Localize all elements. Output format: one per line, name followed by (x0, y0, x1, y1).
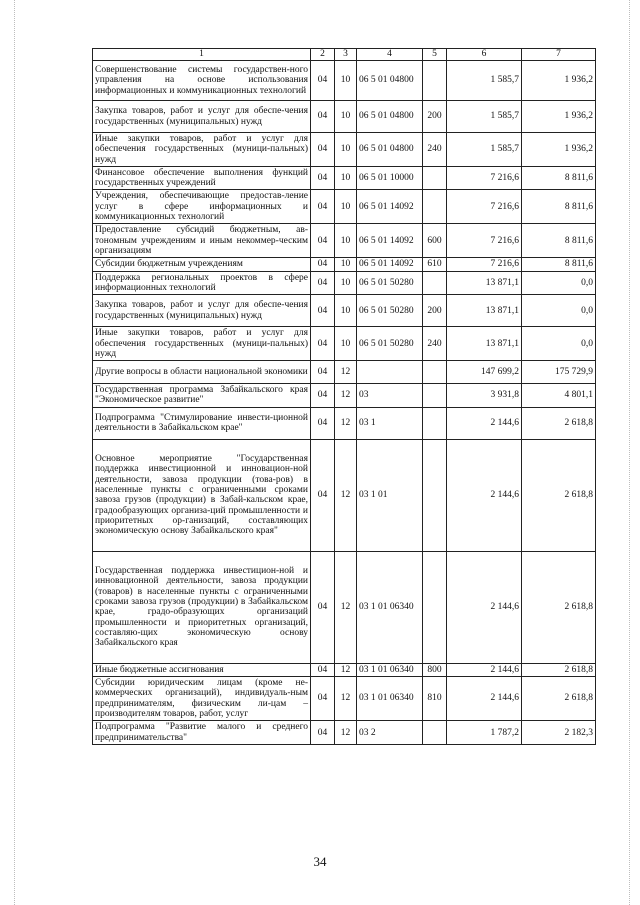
row-subsection: 10 (335, 133, 357, 167)
row-section: 04 (311, 224, 335, 258)
table-row (93, 327, 596, 361)
header-col-2: 2 (311, 49, 335, 61)
row-section: 04 (311, 551, 335, 663)
header-col-3: 3 (335, 49, 357, 61)
row-name: Поддержка региональных проектов в сфере информационных технологий (93, 271, 311, 295)
row-amount-col7: 2 182,3 (522, 721, 596, 745)
row-subsection: 12 (335, 551, 357, 663)
row-amount-col7: 2 618,8 (522, 663, 596, 676)
row-expense-type (423, 190, 447, 224)
row-name: Иные закупки товаров, работ и услуг для обеспечения государственных (муници-пальных) нужд (93, 327, 311, 361)
row-name: Субсидии юридическим лицам (кроме не-коммерческих организаций), индивидуаль-ным предпринимателям, физическим ли-цам – производителям товаров, работ, услуг (93, 677, 311, 721)
row-amount-col7: 0,0 (522, 271, 596, 295)
row-expense-type (423, 721, 447, 745)
row-amount-col6: 13 871,1 (447, 327, 522, 361)
row-target-article: 06 5 01 50280 (357, 327, 423, 361)
row-amount-col6: 147 699,2 (447, 361, 522, 384)
row-section: 04 (311, 327, 335, 361)
row-amount-col7: 4 801,1 (522, 384, 596, 408)
row-amount-col7: 1 936,2 (522, 133, 596, 167)
row-subsection: 12 (335, 677, 357, 721)
row-target-article: 06 5 01 04800 (357, 133, 423, 167)
row-section: 04 (311, 133, 335, 167)
table-row (93, 224, 596, 258)
row-amount-col7: 1 936,2 (522, 61, 596, 101)
row-amount-col6: 2 144,6 (447, 407, 522, 439)
row-subsection: 10 (335, 258, 357, 271)
row-expense-type (423, 61, 447, 101)
row-amount-col6: 7 216,6 (447, 224, 522, 258)
table-row (93, 190, 596, 224)
row-amount-col6: 7 216,6 (447, 166, 522, 190)
row-subsection: 12 (335, 407, 357, 439)
row-expense-type (423, 551, 447, 663)
row-section: 04 (311, 439, 335, 551)
row-name: Основное мероприятие "Государственная поддержка инвестиционной и инновацион-ной деятельности, завоза продукции (това-ров) в населенные пункты с ограниченными сроками завоза грузов (продукции) в Забай-кальском крае, градообразующих организа-ций промышленности и приоритетных ор-ганизаций, составляющих экономическую основу Забайкальского края" (93, 439, 311, 551)
table-row (93, 677, 596, 721)
table-row (93, 271, 596, 295)
row-section: 04 (311, 721, 335, 745)
row-name: Финансовое обеспечение выполнения функций государственных учреждений (93, 166, 311, 190)
table-row (93, 439, 596, 551)
table-row (93, 258, 596, 271)
table-row (93, 361, 596, 384)
table-row (93, 166, 596, 190)
row-name: Совершенствование системы государствен-ного управления на основе использования информационных и коммуникационных технологий (93, 61, 311, 101)
header-col-7: 7 (522, 49, 596, 61)
row-amount-col7: 1 936,2 (522, 101, 596, 133)
row-expense-type (423, 439, 447, 551)
header-col-5: 5 (423, 49, 447, 61)
header-col-4: 4 (357, 49, 423, 61)
row-expense-type (423, 166, 447, 190)
row-section: 04 (311, 258, 335, 271)
row-name: Предоставление субсидий бюджетным, ав-тономным учреждениям и иным некоммер-ческим организациям (93, 224, 311, 258)
row-amount-col6: 2 144,6 (447, 663, 522, 676)
row-section: 04 (311, 190, 335, 224)
row-amount-col7: 8 811,6 (522, 190, 596, 224)
row-amount-col6: 7 216,6 (447, 190, 522, 224)
row-amount-col7: 0,0 (522, 295, 596, 327)
row-subsection: 12 (335, 361, 357, 384)
row-subsection: 12 (335, 384, 357, 408)
row-amount-col6: 2 144,6 (447, 439, 522, 551)
row-name: Субсидии бюджетным учреждениям (93, 258, 311, 271)
row-name: Государственная программа Забайкальского края "Экономическое развитие" (93, 384, 311, 408)
table-row (93, 407, 596, 439)
table-row (93, 61, 596, 101)
row-subsection: 10 (335, 190, 357, 224)
row-section: 04 (311, 166, 335, 190)
row-amount-col7: 0,0 (522, 327, 596, 361)
page-number: 34 (313, 854, 327, 869)
row-target-article: 03 1 01 06340 (357, 551, 423, 663)
row-subsection: 10 (335, 271, 357, 295)
row-amount-col6: 1 585,7 (447, 101, 522, 133)
row-target-article: 03 1 01 06340 (357, 663, 423, 676)
row-target-article: 06 5 01 14092 (357, 224, 423, 258)
row-section: 04 (311, 663, 335, 676)
row-target-article: 03 (357, 384, 423, 408)
row-amount-col7: 8 811,6 (522, 258, 596, 271)
row-amount-col7: 8 811,6 (522, 224, 596, 258)
row-subsection: 12 (335, 663, 357, 676)
row-expense-type: 200 (423, 295, 447, 327)
row-section: 04 (311, 384, 335, 408)
row-target-article (357, 361, 423, 384)
row-amount-col6: 13 871,1 (447, 271, 522, 295)
row-expense-type: 240 (423, 327, 447, 361)
row-name: Подпрограмма "Стимулирование инвести-ционной деятельности в Забайкальском крае" (93, 407, 311, 439)
table-row (93, 551, 596, 663)
row-amount-col7: 2 618,8 (522, 407, 596, 439)
header-col-6: 6 (447, 49, 522, 61)
row-amount-col7: 175 729,9 (522, 361, 596, 384)
row-name: Закупка товаров, работ и услуг для обеспе-чения государственных (муниципальных) нужд (93, 295, 311, 327)
table-row (93, 133, 596, 167)
scan-margin-left (14, 0, 15, 905)
row-amount-col6: 1 585,7 (447, 133, 522, 167)
row-amount-col6: 3 931,8 (447, 384, 522, 408)
row-target-article: 06 5 01 14092 (357, 258, 423, 271)
row-target-article: 03 2 (357, 721, 423, 745)
row-subsection: 10 (335, 224, 357, 258)
row-target-article: 06 5 01 04800 (357, 101, 423, 133)
row-name: Подпрограмма "Развитие малого и среднего предпринимательства" (93, 721, 311, 745)
row-section: 04 (311, 677, 335, 721)
row-name: Иные бюджетные ассигнования (93, 663, 311, 676)
table-row (93, 384, 596, 408)
row-expense-type: 200 (423, 101, 447, 133)
row-target-article: 06 5 01 50280 (357, 295, 423, 327)
row-target-article: 06 5 01 50280 (357, 271, 423, 295)
row-target-article: 06 5 01 14092 (357, 190, 423, 224)
row-section: 04 (311, 295, 335, 327)
row-subsection: 10 (335, 61, 357, 101)
row-expense-type: 610 (423, 258, 447, 271)
row-expense-type: 240 (423, 133, 447, 167)
row-amount-col6: 1 787,2 (447, 721, 522, 745)
row-amount-col7: 8 811,6 (522, 166, 596, 190)
row-amount-col7: 2 618,8 (522, 551, 596, 663)
table-row (93, 721, 596, 745)
row-subsection: 12 (335, 439, 357, 551)
row-name: Иные закупки товаров, работ и услуг для обеспечения государственных (муници-пальных) нужд (93, 133, 311, 167)
row-amount-col6: 1 585,7 (447, 61, 522, 101)
row-amount-col7: 2 618,8 (522, 677, 596, 721)
row-subsection: 12 (335, 721, 357, 745)
row-section: 04 (311, 101, 335, 133)
row-name: Учреждения, обеспечивающие предостав-ление услуг в сфере информационных и коммуникационных технологий (93, 190, 311, 224)
row-expense-type: 810 (423, 677, 447, 721)
row-target-article: 06 5 01 04800 (357, 61, 423, 101)
row-name: Государственная поддержка инвестицион-ной и инновационной деятельности, завоза продукции (товаров) в населенные пункты с ограниченными сроками завоза грузов (продукции) в Забайкальском крае, градо-образующих организаций промышленности и приоритетных организаций, составляю-щих экономическую основу Забайкальского края (93, 551, 311, 663)
budget-table (92, 48, 596, 745)
row-section: 04 (311, 361, 335, 384)
row-subsection: 10 (335, 166, 357, 190)
scan-margin-right (629, 0, 630, 905)
row-expense-type (423, 384, 447, 408)
row-target-article: 03 1 (357, 407, 423, 439)
budget-table-body (93, 61, 596, 745)
row-amount-col7: 2 618,8 (522, 439, 596, 551)
row-section: 04 (311, 271, 335, 295)
row-subsection: 10 (335, 295, 357, 327)
row-name: Закупка товаров, работ и услуг для обеспе-чения государственных (муниципальных) нужд (93, 101, 311, 133)
row-section: 04 (311, 61, 335, 101)
table-row (93, 101, 596, 133)
row-subsection: 10 (335, 327, 357, 361)
header-col-1: 1 (93, 49, 311, 61)
row-target-article: 03 1 01 06340 (357, 677, 423, 721)
row-subsection: 10 (335, 101, 357, 133)
table-row (93, 663, 596, 676)
table-header-row (93, 49, 596, 61)
row-expense-type: 800 (423, 663, 447, 676)
row-name: Другие вопросы в области национальной экономики (93, 361, 311, 384)
row-expense-type (423, 361, 447, 384)
row-expense-type (423, 271, 447, 295)
table-row (93, 295, 596, 327)
row-target-article: 03 1 01 (357, 439, 423, 551)
row-amount-col6: 13 871,1 (447, 295, 522, 327)
row-section: 04 (311, 407, 335, 439)
row-amount-col6: 7 216,6 (447, 258, 522, 271)
row-expense-type (423, 407, 447, 439)
row-amount-col6: 2 144,6 (447, 677, 522, 721)
row-target-article: 06 5 01 10000 (357, 166, 423, 190)
row-expense-type: 600 (423, 224, 447, 258)
row-amount-col6: 2 144,6 (447, 551, 522, 663)
